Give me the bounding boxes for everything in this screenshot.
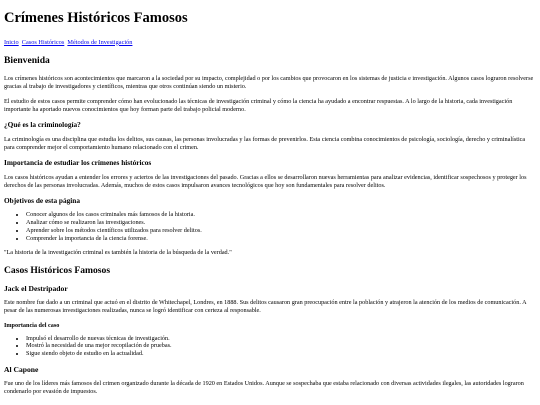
nav-link-inicio[interactable]: Inicio [4,38,19,46]
cases-heading: Casos Históricos Famosos [4,264,111,276]
case-jack-paragraph: Este nombre fue dado a un criminal que actuó en el distrito de Whitechapel, Londres, en 1888. Sus delitos causaron gran preocupación entre la población y atrajeron la atención de los medios de comunicación. A pesar de las numerosas investigaciones realizadas, nunca se logró identificar con certeza al responsable. [4,299,527,315]
welcome-paragraph-2: El estudio de estos casos permite comprender cómo han evolucionado las técnicas de investigación criminal y cómo la ciencia ha ayudado a encontrar respuestas. A lo largo de la historia, cada investigación importante ha aportado nuevos conocimientos que hoy forman parte del trabajo policial moderno. [4,97,513,113]
list-item: • Conocer algunos de los casos criminales más famosos de la historia. [26,211,536,219]
welcome-heading: Bienvenida [4,55,50,67]
importance-heading: Importancia de estudiar los crímenes históricos [4,157,152,167]
list-item: • Mostró la necesidad de una mejor recopilación de pruebas. [26,342,536,350]
list-item: • Impulsó el desarrollo de nuevas técnicas de investigación. [26,335,536,343]
main-nav [4,39,536,47]
quote: "La historia de la investigación criminal es también la historia de la búsqueda de la verdad." [4,249,232,257]
welcome-paragraph-1: Los crímenes históricos son acontecimientos que marcaron a la sociedad por su impacto, complejidad o por los cambios que provocaron en los sistemas de justicia e investigación. Algunos casos lograron resolverse gracias al trabajo de investigadores y científicos, mientras que otros continúan siendo un misterio. [4,74,534,90]
list-item: • Aprender sobre los métodos científicos utilizados para resolver delitos. [26,227,536,235]
case-jack-importance-list [4,335,536,358]
criminology-heading: ¿Qué es la criminología? [4,119,81,129]
list-item: • Analizar cómo se realizaron las investigaciones. [26,219,536,227]
page-title: Crímenes Históricos Famosos [4,10,188,26]
case-jack-heading: Jack el Destripador [4,284,68,294]
case-capone-paragraph: Fue uno de los líderes más famosos del crimen organizado durante la década de 1920 en Estados Unidos. Aunque se sospechaba que estaba relacionado con diversas actividades ilegales, las autoridades lograron condenarlo por evasión de impuestos. [4,380,524,396]
criminology-paragraph: La criminología es una disciplina que estudia los delitos, sus causas, las personas involucradas y las formas de prevenirlos. Esta ciencia combina conocimientos de psicología, sociología, derecho y criminalística para comprender mejor el comportamiento humano relacionado con el crimen. [4,135,526,151]
nav-link-casos-historicos[interactable]: Casos Históricos [21,38,65,46]
case-capone-heading: Al Capone [4,364,39,374]
list-item: • Sigue siendo objeto de estudio en la actualidad. [26,350,536,358]
case-jack-importance-heading: Importancia del caso [4,322,60,330]
importance-paragraph: Los casos históricos ayudan a entender los errores y aciertos de las investigaciones del pasado. Gracias a ellos se desarrollaron nuevas herramientas para analizar evidencias, identificar sospechosos y proteger los derechos de las personas involucradas. Además, muchos de estos casos impulsaron avances tecnológicos que hoy son fundamentales para resolver delitos. [4,173,527,189]
objectives-list [4,211,536,242]
objectives-heading: Objetivos de esta página [4,195,81,205]
list-item: • Comprender la importancia de la ciencia forense. [26,235,536,243]
nav-link-metodos-investigacion[interactable]: Métodos de Investigación [67,38,133,46]
